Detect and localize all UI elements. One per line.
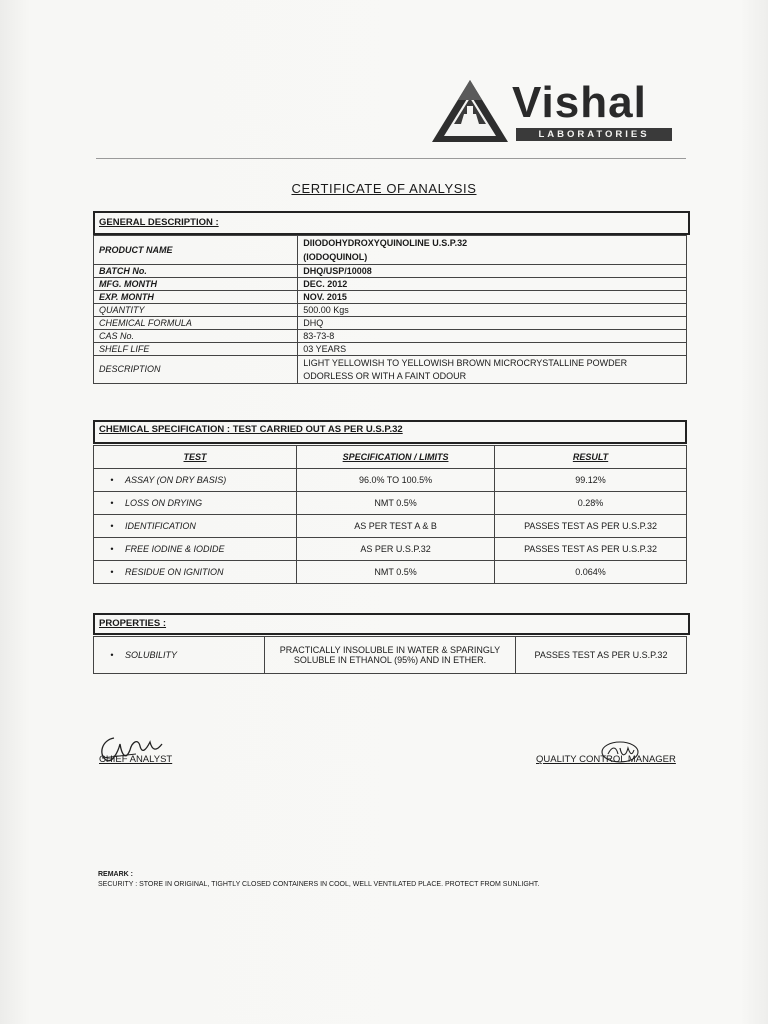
property-name: SOLUBILITY xyxy=(125,649,178,660)
bleed-through-text xyxy=(240,162,245,182)
test-specification: AS PER U.S.P.32 xyxy=(297,538,495,561)
property-specification: PRACTICALLY INSOLUBLE IN WATER & SPARINGLY xyxy=(279,644,501,655)
test-specification: AS PER TEST A & B xyxy=(297,515,495,538)
table-row xyxy=(94,356,687,370)
header-divider xyxy=(96,158,686,159)
test-name: LOSS ON DRYING xyxy=(125,497,203,508)
company-logo xyxy=(430,78,680,144)
table-row xyxy=(94,515,687,538)
product-name-value-line2: (IODOQUINOL) xyxy=(298,251,687,265)
description-value: LIGHT YELLOWISH TO YELLOWISH BROWN MICROCRYSTALLINE POWDER xyxy=(298,356,687,370)
test-result: 0.28% xyxy=(495,492,687,515)
bullet-icon: • xyxy=(110,543,114,554)
column-header-result: RESULT xyxy=(495,446,687,469)
document-title: CERTIFICATE OF ANALYSIS xyxy=(291,181,477,196)
bullet-icon: • xyxy=(110,474,114,485)
bullet-icon: • xyxy=(110,566,114,577)
table-row xyxy=(94,469,687,492)
batch-label: BATCH No. xyxy=(94,265,298,278)
properties-table xyxy=(93,636,687,674)
column-header-specification: SPECIFICATION / LIMITS xyxy=(297,446,495,469)
table-header-row xyxy=(94,446,687,469)
test-specification: NMT 0.5% xyxy=(297,492,495,515)
chemical-formula-value: DHQ xyxy=(298,317,687,330)
chemical-formula-label: CHEMICAL FORMULA xyxy=(94,317,298,330)
table-row xyxy=(94,278,687,291)
remark-section xyxy=(98,870,539,890)
lab-flask-logo-icon xyxy=(430,78,510,144)
remark-title: REMARK : xyxy=(98,871,133,878)
test-name: IDENTIFICATION xyxy=(125,520,196,531)
batch-value: DHQ/USP/10008 xyxy=(298,265,687,278)
table-row xyxy=(94,317,687,330)
table-row xyxy=(94,343,687,356)
test-specification: NMT 0.5% xyxy=(297,561,495,584)
cas-label: CAS No. xyxy=(94,330,298,343)
shelf-life-value: 03 YEARS xyxy=(298,343,687,356)
mfg-month-label: MFG. MONTH xyxy=(94,278,298,291)
test-result: 0.064% xyxy=(495,561,687,584)
quantity-value: 500.00 Kgs xyxy=(298,304,687,317)
properties-heading: PROPERTIES : xyxy=(93,613,690,635)
table-row xyxy=(94,330,687,343)
quality-control-manager-label: QUALITY CONTROL MANAGER xyxy=(536,754,676,765)
general-description-table xyxy=(93,235,687,384)
test-name: ASSAY (ON DRY BASIS) xyxy=(125,474,227,485)
exp-month-label: EXP. MONTH xyxy=(94,291,298,304)
general-description-heading: GENERAL DESCRIPTION : xyxy=(93,211,690,235)
test-result: PASSES TEST AS PER U.S.P.32 xyxy=(495,515,687,538)
shelf-life-label: SHELF LIFE xyxy=(94,343,298,356)
chemical-specification-table xyxy=(93,445,687,584)
bullet-icon: • xyxy=(110,497,114,508)
product-name-value: DIIODOHYDROXYQUINOLINE U.S.P.32 xyxy=(298,236,687,251)
column-header-test: TEST xyxy=(94,446,297,469)
test-specification: 96.0% TO 100.5% xyxy=(297,469,495,492)
table-row xyxy=(94,265,687,278)
exp-month-value: NOV. 2015 xyxy=(298,291,687,304)
table-row xyxy=(94,492,687,515)
chief-analyst-label: CHIEF ANALYST xyxy=(99,754,173,765)
bullet-icon: • xyxy=(110,649,114,660)
description-value-line2: ODORLESS OR WITH A FAINT ODOUR xyxy=(298,370,687,384)
brand-name: Vishal xyxy=(512,78,647,127)
table-row xyxy=(94,538,687,561)
test-result: 99.12% xyxy=(495,469,687,492)
test-result: PASSES TEST AS PER U.S.P.32 xyxy=(495,538,687,561)
chemical-specification-heading: CHEMICAL SPECIFICATION : TEST CARRIED OUT AS PER U.S.P.32 xyxy=(93,420,687,444)
mfg-month-value: DEC. 2012 xyxy=(298,278,687,291)
table-row xyxy=(94,561,687,584)
table-row xyxy=(94,304,687,317)
cas-value: 83-73-8 xyxy=(298,330,687,343)
property-specification-line2: SOLUBLE IN ETHANOL (95%) AND IN ETHER. xyxy=(293,655,487,665)
table-row xyxy=(94,291,687,304)
bullet-icon: • xyxy=(110,520,114,531)
table-row xyxy=(94,236,687,251)
test-name: RESIDUE ON IGNITION xyxy=(125,566,224,577)
table-row xyxy=(94,637,687,674)
product-name-label: PRODUCT NAME xyxy=(94,236,298,265)
brand-subtitle: LABORATORIES xyxy=(516,128,672,141)
quantity-label: QUANTITY xyxy=(94,304,298,317)
description-label: DESCRIPTION xyxy=(94,356,298,384)
property-result: PASSES TEST AS PER U.S.P.32 xyxy=(516,637,687,674)
remark-text: SECURITY : STORE IN ORIGINAL, TIGHTLY CLOSED CONTAINERS IN COOL, WELL VENTILATED PLACE. PROTECT FROM SUNLIGHT. xyxy=(98,881,540,888)
test-name: FREE IODINE & IODIDE xyxy=(125,543,225,554)
